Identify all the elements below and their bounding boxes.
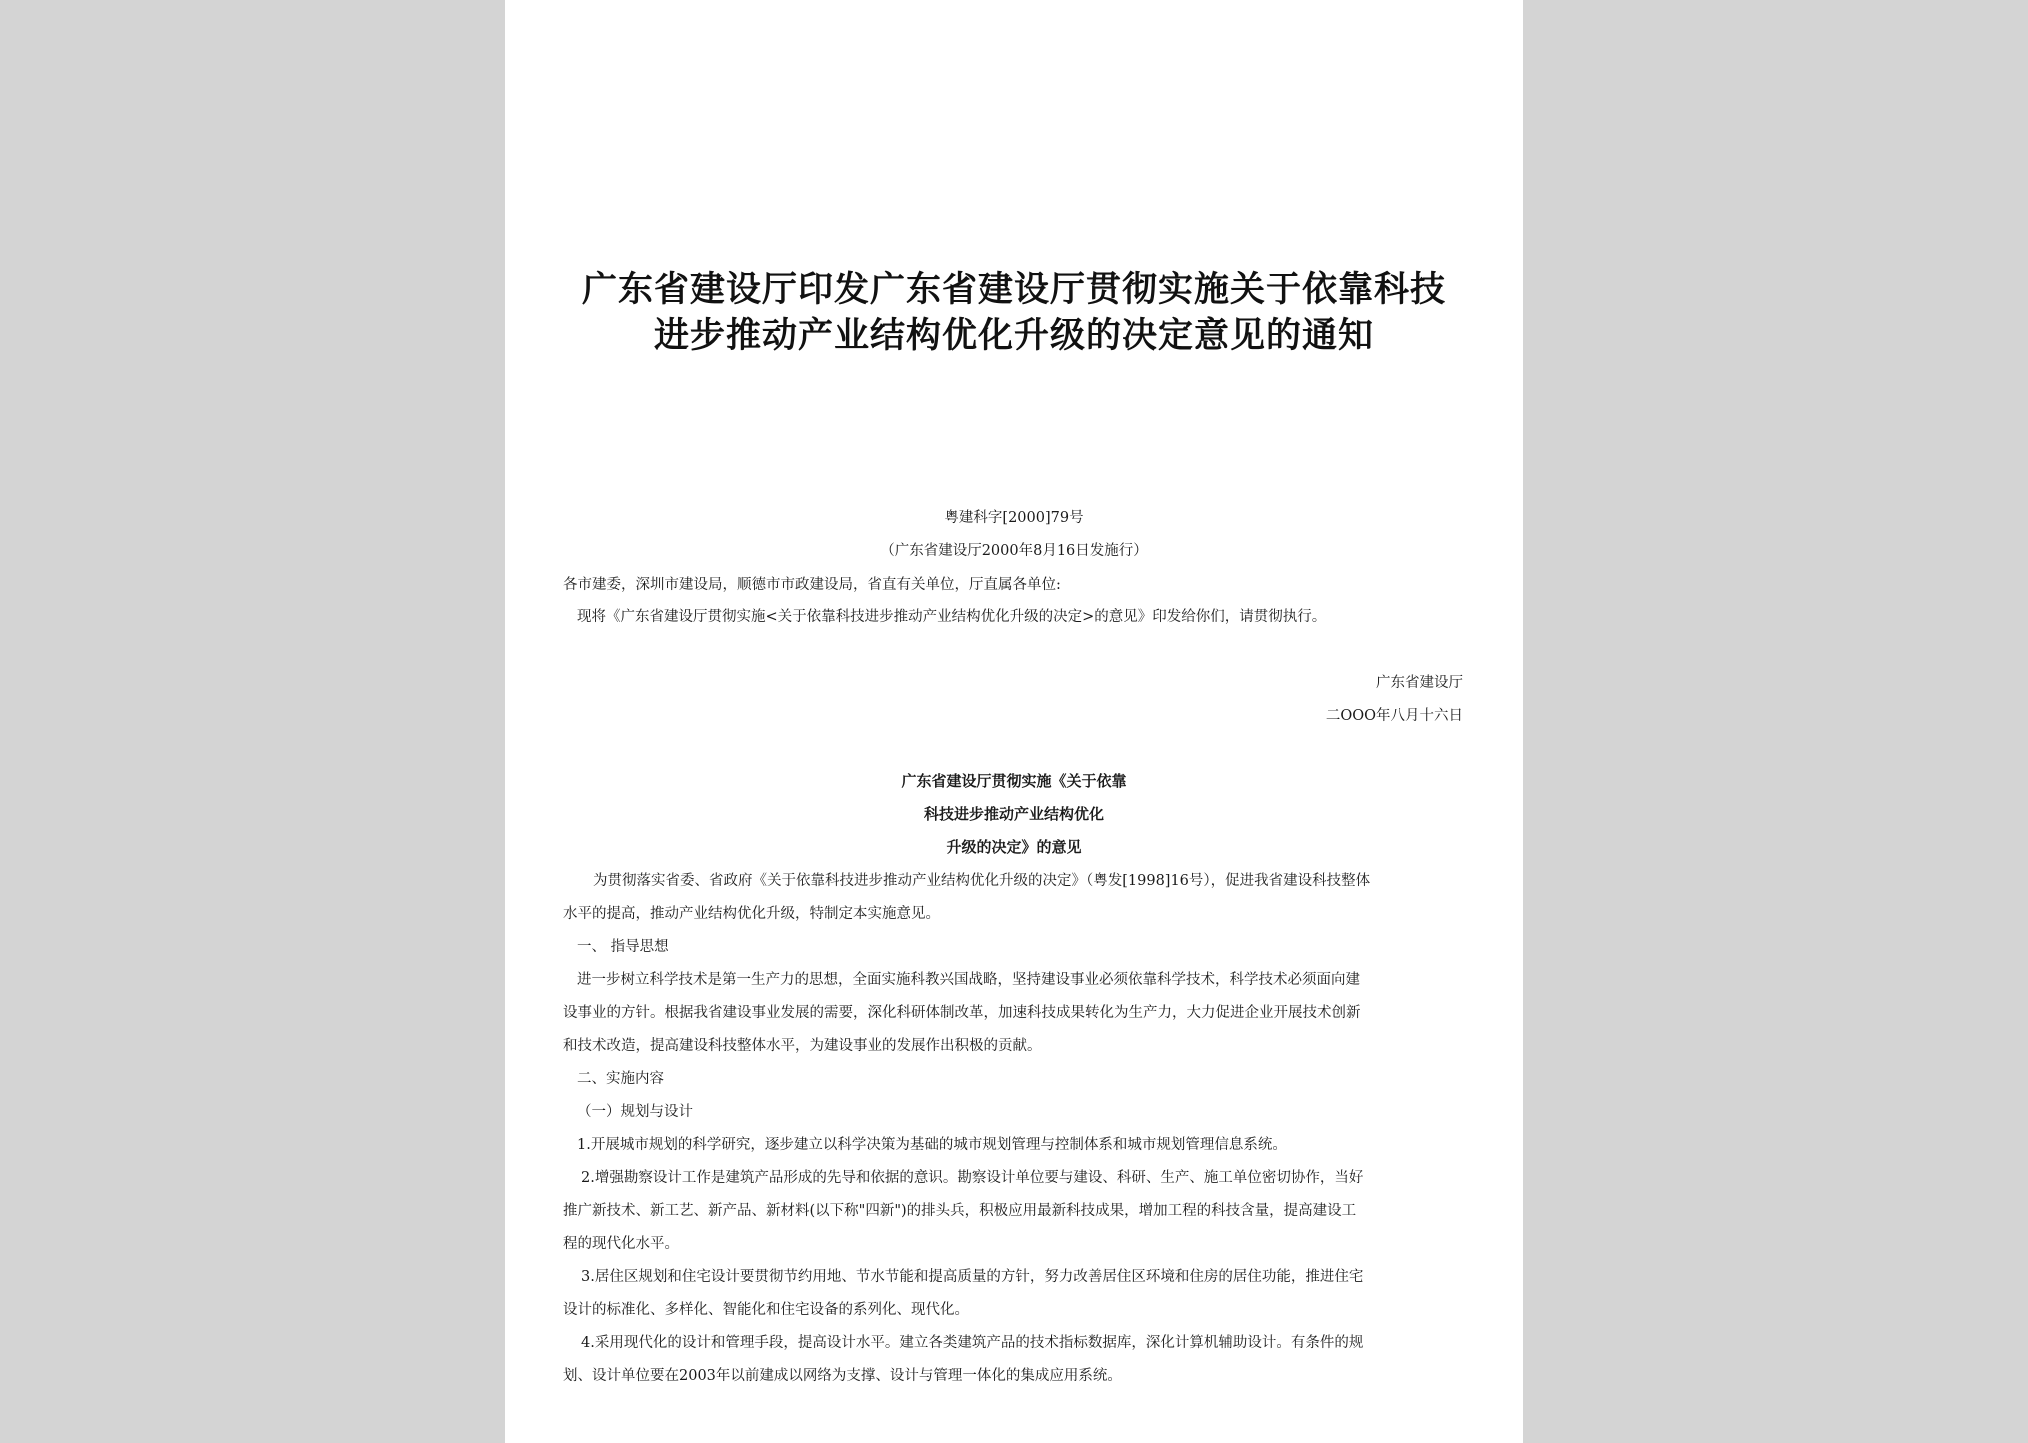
signatory: 广东省建设厅 — [1376, 675, 1463, 691]
body-line: 1.开展城市规划的科学研究，逐步建立以科学决策为基础的城市规划管理与控制体系和城市规划管理信息系统。 — [577, 1137, 1287, 1153]
body-line: 推广新技术、新工艺、新产品、新材料(以下称"四新")的排头兵，积极应用最新科技成果，增加工程的科技含量，提高建设工 — [563, 1203, 1357, 1219]
intro-paragraph: 现将《广东省建设厅贯彻实施<关于依靠科技进步推动产业结构优化升级的决定>的意见》印发给你们，请贯彻执行。 — [577, 609, 1327, 625]
body-line: 3.居住区规划和住宅设计要贯彻节约用地、节水节能和提高质量的方针，努力改善居住区环境和住房的居住功能，推进住宅 — [581, 1269, 1364, 1285]
body-line: 设事业的方针。根据我省建设事业发展的需要，深化科研体制改革，加速科技成果转化为生产力，大力促进企业开展技术创新 — [563, 1005, 1361, 1021]
issue-note: （广东省建设厅2000年8月16日发施行） — [880, 543, 1148, 559]
document-page — [505, 0, 1523, 1443]
body-line: 为贯彻落实省委、省政府《关于依靠科技进步推动产业结构优化升级的决定》（粤发[1998]16号），促进我省建设科技整体 — [593, 873, 1371, 889]
attachment-title-line-2: 科技进步推动产业结构优化 — [923, 805, 1104, 823]
section-heading: 一、 指导思想 — [577, 939, 669, 955]
attachment-title-line-3: 升级的决定》的意见 — [946, 838, 1082, 856]
body-line: 进一步树立科学技术是第一生产力的思想，全面实施科教兴国战略，坚持建设事业必须依靠科学技术，科学技术必须面向建 — [577, 972, 1360, 988]
document-number: 粤建科字[2000]79号 — [944, 510, 1084, 526]
body-line: 设计的标准化、多样化、智能化和住宅设备的系列化、现代化。 — [563, 1302, 969, 1318]
sign-date: 二OOO年八月十六日 — [1325, 708, 1463, 724]
body-line: 4.采用现代化的设计和管理手段，提高设计水平。建立各类建筑产品的技术指标数据库，深化计算机辅助设计。有条件的规 — [581, 1335, 1364, 1351]
subsection-heading: （一）规划与设计 — [577, 1104, 693, 1120]
document-title-line-2: 进步推动产业结构优化升级的决定意见的通知 — [653, 316, 1374, 356]
body-line: 划、设计单位要在2003年以前建成以网络为支撑、设计与管理一体化的集成应用系统。 — [563, 1368, 1122, 1384]
body-line: 和技术改造，提高建设科技整体水平，为建设事业的发展作出积极的贡献。 — [563, 1038, 1042, 1054]
body-line: 程的现代化水平。 — [563, 1236, 679, 1252]
addressees: 各市建委，深圳市建设局，顺德市市政建设局，省直有关单位，厅直属各单位: — [563, 577, 1061, 593]
document-title-line-1: 广东省建设厅印发广东省建设厅贯彻实施关于依靠科技 — [581, 270, 1446, 310]
body-line: 水平的提高，推动产业结构优化升级，特制定本实施意见。 — [563, 906, 940, 922]
section-heading: 二、实施内容 — [577, 1071, 664, 1087]
body-line: 2.增强勘察设计工作是建筑产品形成的先导和依据的意识。勘察设计单位要与建设、科研、生产、施工单位密切协作，当好 — [581, 1170, 1364, 1186]
attachment-title-line-1: 广东省建设厅贯彻实施《关于依靠 — [901, 772, 1127, 790]
